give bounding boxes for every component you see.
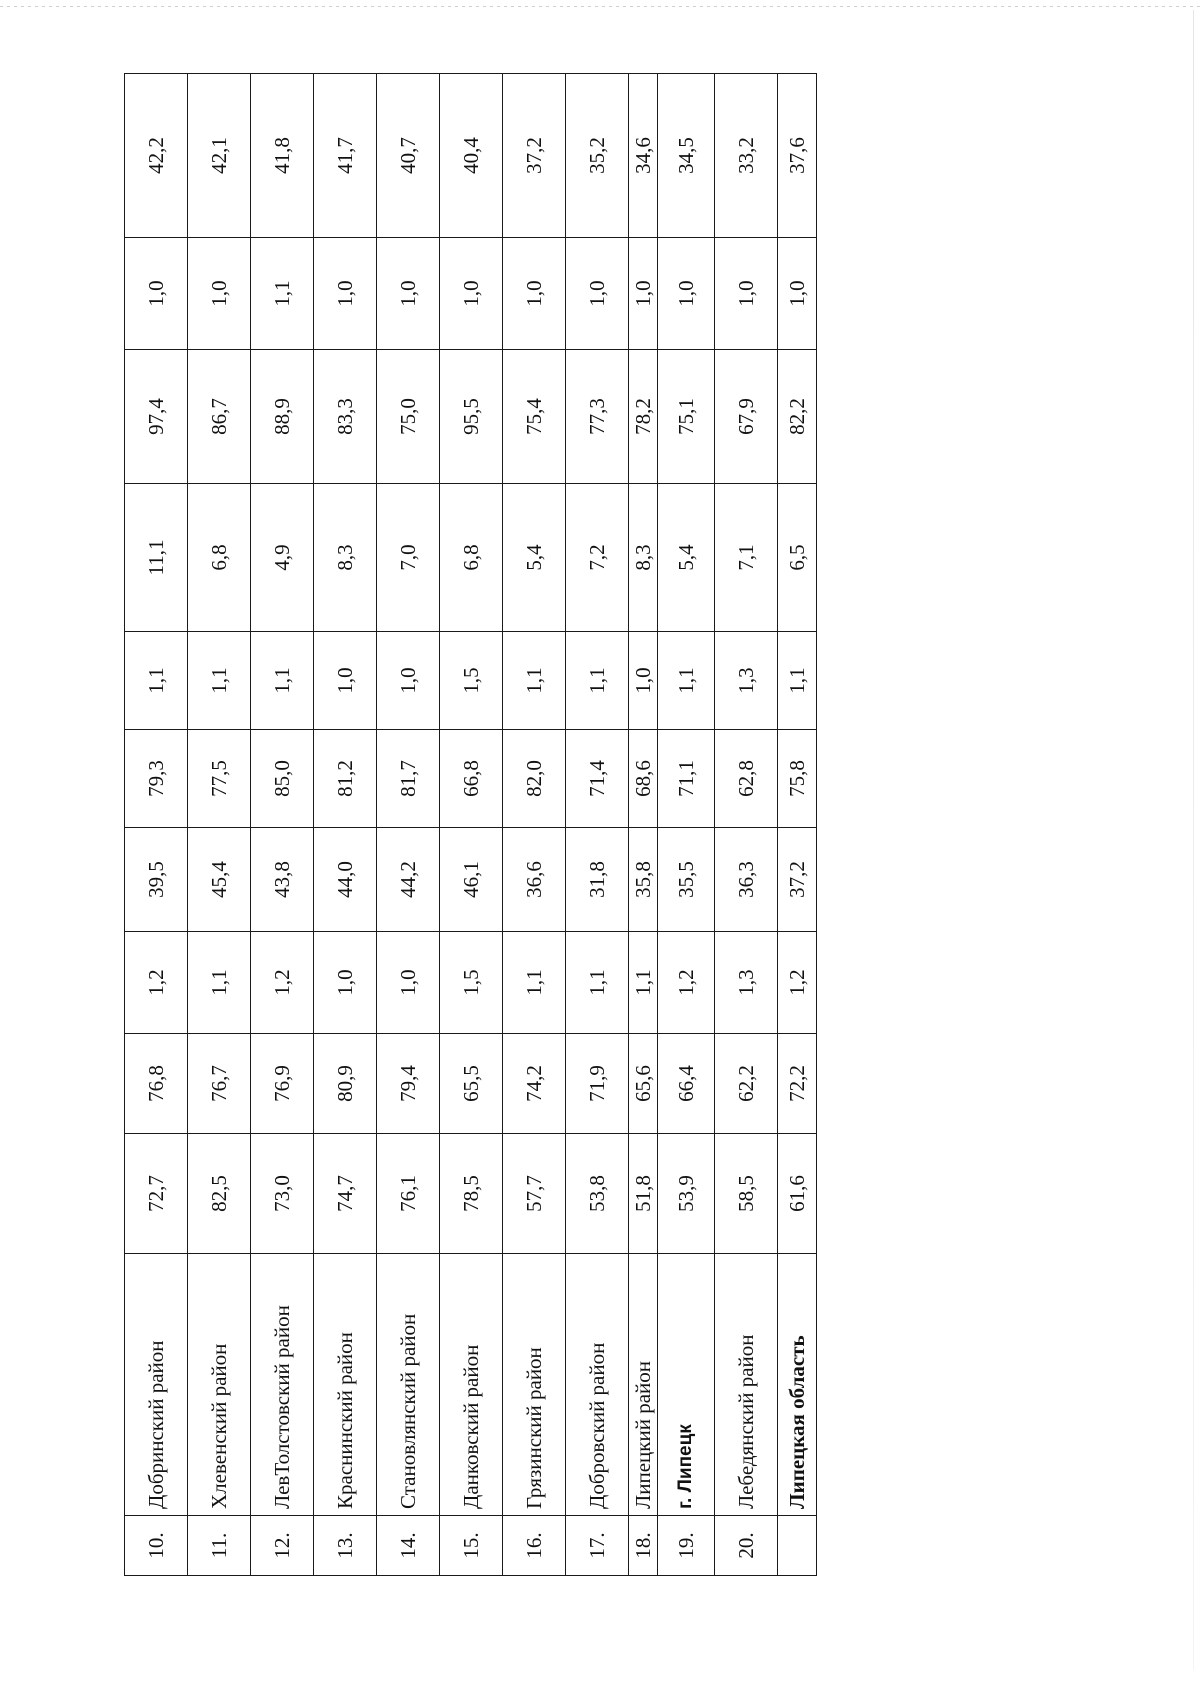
value-cell: 1,0 xyxy=(629,632,658,730)
value-cell: 34,6 xyxy=(629,74,658,238)
value-cell: 1,0 xyxy=(314,238,377,350)
value-cell: 1,0 xyxy=(503,238,566,350)
value-cell: 36,6 xyxy=(503,828,566,932)
value-cell: 82,5 xyxy=(188,1134,251,1254)
value-cell: 1,0 xyxy=(440,238,503,350)
district-name: Хлевенский район xyxy=(188,1254,251,1516)
value-cell: 75,1 xyxy=(658,350,715,484)
value-cell: 1,0 xyxy=(658,238,715,350)
value-cell: 71,4 xyxy=(566,730,629,828)
value-cell: 76,8 xyxy=(125,1034,188,1134)
value-cell: 6,5 xyxy=(778,484,817,632)
value-cell: 67,9 xyxy=(715,350,778,484)
value-cell: 57,7 xyxy=(503,1134,566,1254)
value-cell: 8,3 xyxy=(314,484,377,632)
value-cell: 97,4 xyxy=(125,350,188,484)
district-name: Лебедянский район xyxy=(715,1254,778,1516)
value-cell: 44,2 xyxy=(377,828,440,932)
value-cell: 68,6 xyxy=(629,730,658,828)
value-cell: 1,3 xyxy=(715,932,778,1034)
value-cell: 66,4 xyxy=(658,1034,715,1134)
value-cell: 75,8 xyxy=(778,730,817,828)
value-cell: 51,8 xyxy=(629,1134,658,1254)
value-cell: 76,9 xyxy=(251,1034,314,1134)
district-name: Становлянский район xyxy=(377,1254,440,1516)
row-number xyxy=(778,1516,817,1576)
value-cell: 1,0 xyxy=(314,632,377,730)
value-cell: 37,2 xyxy=(503,74,566,238)
value-cell: 1,2 xyxy=(251,932,314,1034)
value-cell: 6,8 xyxy=(440,484,503,632)
row-number: 12. xyxy=(251,1516,314,1576)
value-cell: 40,4 xyxy=(440,74,503,238)
value-cell: 71,1 xyxy=(658,730,715,828)
value-cell: 53,9 xyxy=(658,1134,715,1254)
value-cell: 74,2 xyxy=(503,1034,566,1134)
value-cell: 1,1 xyxy=(658,632,715,730)
value-cell: 7,1 xyxy=(715,484,778,632)
value-cell: 11,1 xyxy=(125,484,188,632)
table-row xyxy=(503,74,566,1576)
value-cell: 41,7 xyxy=(314,74,377,238)
table-row xyxy=(377,74,440,1576)
value-cell: 1,3 xyxy=(715,632,778,730)
row-number: 19. xyxy=(658,1516,715,1576)
value-cell: 80,9 xyxy=(314,1034,377,1134)
value-cell: 1,1 xyxy=(503,932,566,1034)
value-cell: 35,5 xyxy=(658,828,715,932)
value-cell: 1,1 xyxy=(251,238,314,350)
rotated-table-frame xyxy=(124,74,810,1576)
value-cell: 8,3 xyxy=(629,484,658,632)
value-cell: 72,2 xyxy=(778,1034,817,1134)
value-cell: 1,0 xyxy=(778,238,817,350)
value-cell: 1,0 xyxy=(125,238,188,350)
value-cell: 1,1 xyxy=(188,932,251,1034)
row-number: 15. xyxy=(440,1516,503,1576)
value-cell: 53,8 xyxy=(566,1134,629,1254)
value-cell: 77,5 xyxy=(188,730,251,828)
value-cell: 1,0 xyxy=(377,238,440,350)
table-row xyxy=(629,74,658,1576)
value-cell: 39,5 xyxy=(125,828,188,932)
value-cell: 66,8 xyxy=(440,730,503,828)
value-cell: 65,5 xyxy=(440,1034,503,1134)
value-cell: 1,1 xyxy=(251,632,314,730)
value-cell: 43,8 xyxy=(251,828,314,932)
value-cell: 77,3 xyxy=(566,350,629,484)
value-cell: 79,3 xyxy=(125,730,188,828)
table-row xyxy=(715,74,778,1576)
row-number: 10. xyxy=(125,1516,188,1576)
value-cell: 85,0 xyxy=(251,730,314,828)
value-cell: 7,0 xyxy=(377,484,440,632)
value-cell: 31,8 xyxy=(566,828,629,932)
value-cell: 44,0 xyxy=(314,828,377,932)
value-cell: 4,9 xyxy=(251,484,314,632)
value-cell: 71,9 xyxy=(566,1034,629,1134)
value-cell: 45,4 xyxy=(188,828,251,932)
value-cell: 76,1 xyxy=(377,1134,440,1254)
row-number: 20. xyxy=(715,1516,778,1576)
value-cell: 81,2 xyxy=(314,730,377,828)
value-cell: 1,5 xyxy=(440,632,503,730)
value-cell: 75,4 xyxy=(503,350,566,484)
page-edge-shadow xyxy=(1193,10,1194,1670)
value-cell: 83,3 xyxy=(314,350,377,484)
value-cell: 78,5 xyxy=(440,1134,503,1254)
value-cell: 78,2 xyxy=(629,350,658,484)
rotated-table-container xyxy=(124,74,810,1576)
value-cell: 37,2 xyxy=(778,828,817,932)
value-cell: 62,2 xyxy=(715,1034,778,1134)
value-cell: 5,4 xyxy=(503,484,566,632)
value-cell: 35,2 xyxy=(566,74,629,238)
value-cell: 5,4 xyxy=(658,484,715,632)
value-cell: 61,6 xyxy=(778,1134,817,1254)
value-cell: 1,0 xyxy=(715,238,778,350)
row-number: 17. xyxy=(566,1516,629,1576)
value-cell: 1,0 xyxy=(629,238,658,350)
value-cell: 81,7 xyxy=(377,730,440,828)
district-name: Липецкий район xyxy=(629,1254,658,1516)
value-cell: 74,7 xyxy=(314,1134,377,1254)
district-name: г. Липецк xyxy=(658,1254,715,1516)
table-row xyxy=(314,74,377,1576)
value-cell: 82,2 xyxy=(778,350,817,484)
value-cell: 1,1 xyxy=(566,632,629,730)
scan-artifact-line xyxy=(0,6,1200,7)
value-cell: 33,2 xyxy=(715,74,778,238)
value-cell: 1,1 xyxy=(188,632,251,730)
value-cell: 1,2 xyxy=(778,932,817,1034)
total-row xyxy=(778,74,817,1576)
district-name: ЛевТолстовский район xyxy=(251,1254,314,1516)
value-cell: 76,7 xyxy=(188,1034,251,1134)
value-cell: 1,1 xyxy=(778,632,817,730)
table-row xyxy=(251,74,314,1576)
value-cell: 72,7 xyxy=(125,1134,188,1254)
district-name: Добринский район xyxy=(125,1254,188,1516)
row-number: 14. xyxy=(377,1516,440,1576)
row-number: 18. xyxy=(629,1516,658,1576)
value-cell: 36,3 xyxy=(715,828,778,932)
district-name: Данковский район xyxy=(440,1254,503,1516)
value-cell: 40,7 xyxy=(377,74,440,238)
value-cell: 41,8 xyxy=(251,74,314,238)
value-cell: 1,0 xyxy=(314,932,377,1034)
value-cell: 1,1 xyxy=(125,632,188,730)
table-row xyxy=(188,74,251,1576)
table-row xyxy=(566,74,629,1576)
value-cell: 62,8 xyxy=(715,730,778,828)
value-cell: 42,2 xyxy=(125,74,188,238)
value-cell: 86,7 xyxy=(188,350,251,484)
value-cell: 42,1 xyxy=(188,74,251,238)
table-row xyxy=(658,74,715,1576)
district-name: Краснинский район xyxy=(314,1254,377,1516)
value-cell: 88,9 xyxy=(251,350,314,484)
value-cell: 46,1 xyxy=(440,828,503,932)
value-cell: 95,5 xyxy=(440,350,503,484)
table-row xyxy=(125,74,188,1576)
district-indicators-table xyxy=(124,73,817,1576)
row-number: 11. xyxy=(188,1516,251,1576)
value-cell: 1,0 xyxy=(188,238,251,350)
value-cell: 82,0 xyxy=(503,730,566,828)
region-total-name: Липецкая область xyxy=(778,1254,817,1516)
value-cell: 35,8 xyxy=(629,828,658,932)
value-cell: 58,5 xyxy=(715,1134,778,1254)
value-cell: 1,0 xyxy=(566,238,629,350)
value-cell: 1,1 xyxy=(503,632,566,730)
value-cell: 6,8 xyxy=(188,484,251,632)
value-cell: 1,0 xyxy=(377,932,440,1034)
value-cell: 65,6 xyxy=(629,1034,658,1134)
district-name: Грязинский район xyxy=(503,1254,566,1516)
table-row xyxy=(440,74,503,1576)
district-name: Добровский район xyxy=(566,1254,629,1516)
value-cell: 75,0 xyxy=(377,350,440,484)
row-number: 13. xyxy=(314,1516,377,1576)
value-cell: 1,0 xyxy=(377,632,440,730)
value-cell: 79,4 xyxy=(377,1034,440,1134)
value-cell: 1,1 xyxy=(629,932,658,1034)
value-cell: 34,5 xyxy=(658,74,715,238)
value-cell: 1,2 xyxy=(658,932,715,1034)
value-cell: 73,0 xyxy=(251,1134,314,1254)
row-number: 16. xyxy=(503,1516,566,1576)
value-cell: 1,1 xyxy=(566,932,629,1034)
value-cell: 1,5 xyxy=(440,932,503,1034)
value-cell: 37,6 xyxy=(778,74,817,238)
value-cell: 1,2 xyxy=(125,932,188,1034)
value-cell: 7,2 xyxy=(566,484,629,632)
